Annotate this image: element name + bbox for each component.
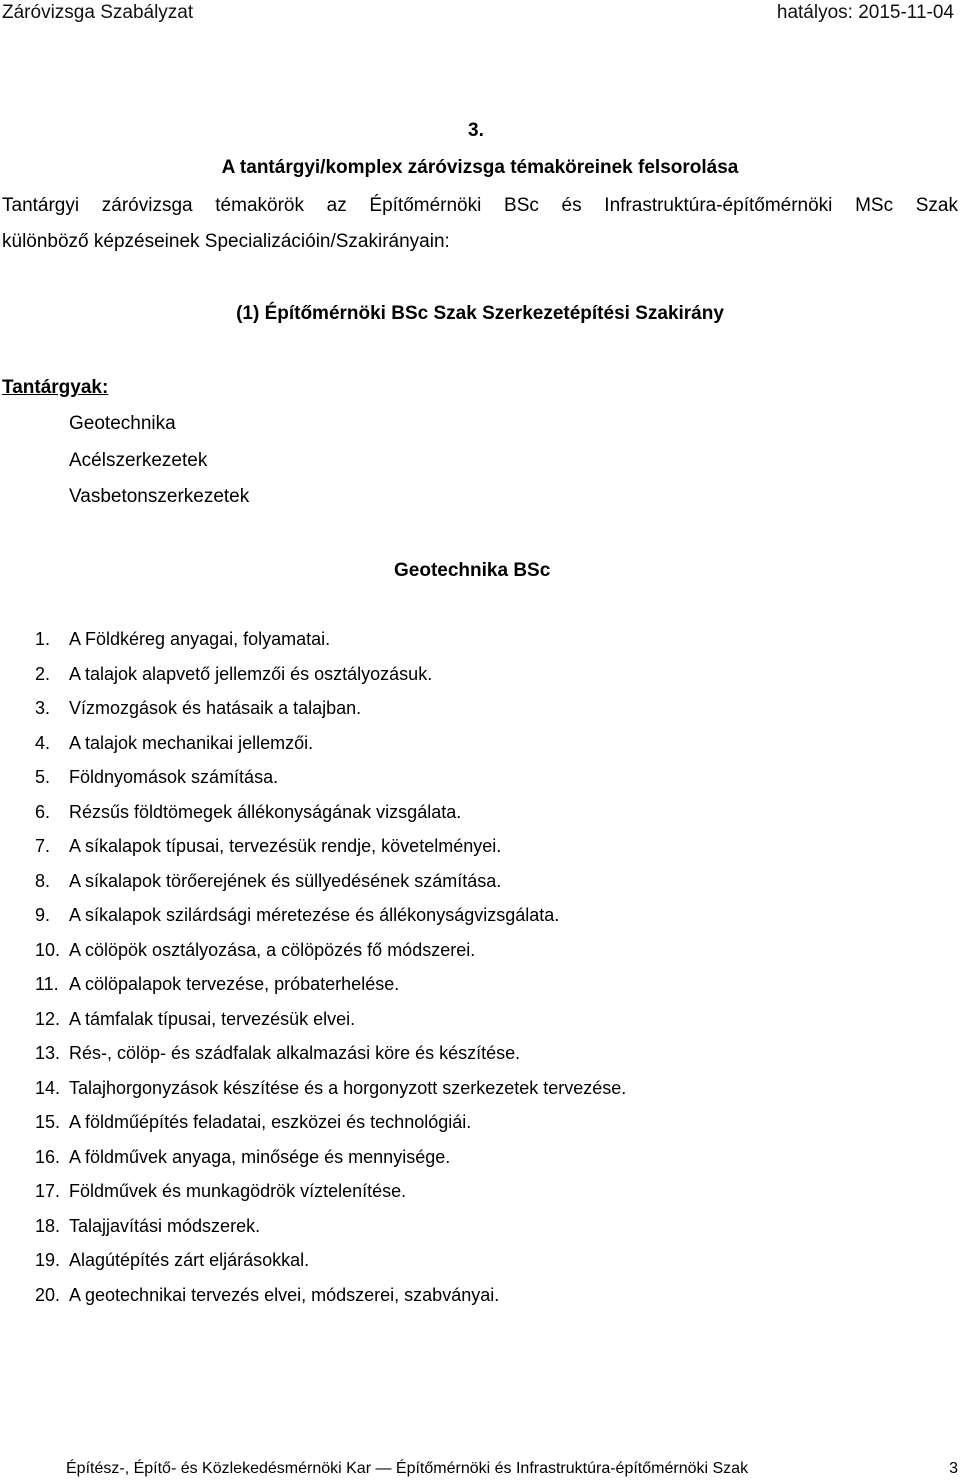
list-item — [35, 766, 626, 801]
topic-text: A támfalak típusai, tervezésük elvei. — [69, 1008, 356, 1029]
list-item — [35, 904, 626, 939]
topic-number: 14. — [35, 1077, 61, 1098]
topic-number: 12. — [35, 1008, 61, 1029]
topic-number: 11. — [35, 974, 59, 994]
list-item — [35, 732, 626, 767]
topic-text: Földművek és munkagödrök víztelenítése. — [69, 1181, 407, 1201]
list-item — [35, 1249, 626, 1284]
topic-number: 17. — [35, 1181, 61, 1201]
header-left-title: Záróvizsga Szabályzat — [2, 2, 194, 23]
footer-text: Építész-, Építő- és Közlekedésmérnöki Kar — Építőmérnöki és Infrastruktúra-építőmérnöki Szak — [66, 1460, 749, 1477]
topic-text: Talajhorgonyzások készítése és a horgonyzott szerkezetek tervezése. — [69, 1077, 627, 1098]
subject-item: Acélszerkezetek — [69, 450, 208, 471]
topic-number: 16. — [35, 1146, 61, 1167]
topic-number: 10. — [35, 939, 61, 960]
subject-item: Geotechnika — [69, 413, 176, 434]
list-item — [35, 835, 626, 870]
topic-text: A cölöpök osztályozása, a cölöpözés fő módszerei. — [69, 939, 476, 960]
list-item — [35, 939, 626, 974]
list-item — [35, 1111, 626, 1146]
topic-text: A cölöpalapok tervezése, próbaterhelése. — [69, 974, 400, 994]
topic-number: 20. — [35, 1284, 61, 1305]
topic-number: 1. — [35, 629, 51, 649]
topic-number: 8. — [35, 870, 51, 891]
topic-text: A síkalapok típusai, tervezésük rendje, követelményei. — [69, 836, 502, 856]
topic-text: A Földkéreg anyagai, folyamatai. — [69, 629, 331, 649]
subjects-label: Tantárgyak: — [2, 377, 109, 398]
topic-number: 19. — [35, 1250, 61, 1270]
topic-number: 15. — [35, 1112, 61, 1132]
topic-number: 18. — [35, 1215, 61, 1236]
list-item — [35, 663, 626, 698]
topic-text: A földművek anyaga, minősége és mennyisége. — [69, 1146, 451, 1167]
topic-text: Talajjavítási módszerek. — [69, 1215, 261, 1236]
list-item — [35, 801, 626, 836]
topic-text: A talajok alapvető jellemzői és osztályozásuk. — [69, 663, 433, 684]
list-item — [35, 1146, 626, 1181]
topic-text: Földnyomások számítása. — [69, 767, 279, 787]
topic-number: 13. — [35, 1043, 61, 1063]
topic-text: Vízmozgások és hatásaik a talajban. — [69, 698, 362, 718]
page-footer — [66, 1460, 958, 1478]
list-item — [35, 1008, 626, 1043]
topic-text: A síkalapok törőerejének és süllyedésének számítása. — [69, 870, 502, 891]
topic-number: 4. — [35, 732, 51, 753]
list-item — [35, 1215, 626, 1250]
header-effective-date: hatályos: 2015-11-04 — [776, 2, 954, 23]
topic-number: 9. — [35, 905, 51, 925]
list-item — [35, 870, 626, 905]
topic-text: Rézsűs földtömegek állékonyságának vizsgálata. — [69, 801, 462, 822]
intro-line-1: Tantárgyi záróvizsga témakörök az Építőmérnöki BSc és Infrastruktúra-építőmérnöki MSc Szak — [2, 195, 958, 216]
subject-heading: Geotechnika BSc — [394, 560, 551, 581]
intro-line-2: különböző képzéseinek Specializációin/Szakirányain: — [2, 231, 450, 252]
specialization-heading: (1) Építőmérnöki BSc Szak Szerkezetépítési Szakirány — [236, 303, 724, 324]
list-item — [35, 973, 626, 1008]
topic-number: 6. — [35, 801, 51, 822]
section-title: A tantárgyi/komplex záróvizsga témaköreinek felsorolása — [221, 157, 739, 178]
subject-item: Vasbetonszerkezetek — [69, 486, 250, 507]
topic-text: A földműépítés feladatai, eszközei és technológiái. — [69, 1112, 472, 1132]
page-number: 3 — [949, 1460, 958, 1477]
list-item — [35, 1180, 626, 1215]
topic-text: Alagútépítés zárt eljárásokkal. — [69, 1250, 310, 1270]
list-item — [35, 1042, 626, 1077]
list-item — [35, 1284, 626, 1319]
topic-number: 3. — [35, 698, 51, 718]
topic-number: 5. — [35, 767, 51, 787]
section-number: 3. — [468, 120, 484, 141]
list-item — [35, 1077, 626, 1112]
topic-text: Rés-, cölöp- és szádfalak alkalmazási köre és készítése. — [69, 1043, 521, 1063]
topic-list — [35, 628, 626, 1318]
topic-text: A síkalapok szilárdsági méretezése és állékonyságvizsgálata. — [69, 905, 560, 925]
topic-number: 2. — [35, 663, 51, 684]
list-item — [35, 628, 626, 663]
topic-number: 7. — [35, 836, 51, 856]
topic-text: A geotechnikai tervezés elvei, módszerei, szabványai. — [69, 1284, 500, 1305]
topic-text: A talajok mechanikai jellemzői. — [69, 732, 314, 753]
list-item — [35, 697, 626, 732]
